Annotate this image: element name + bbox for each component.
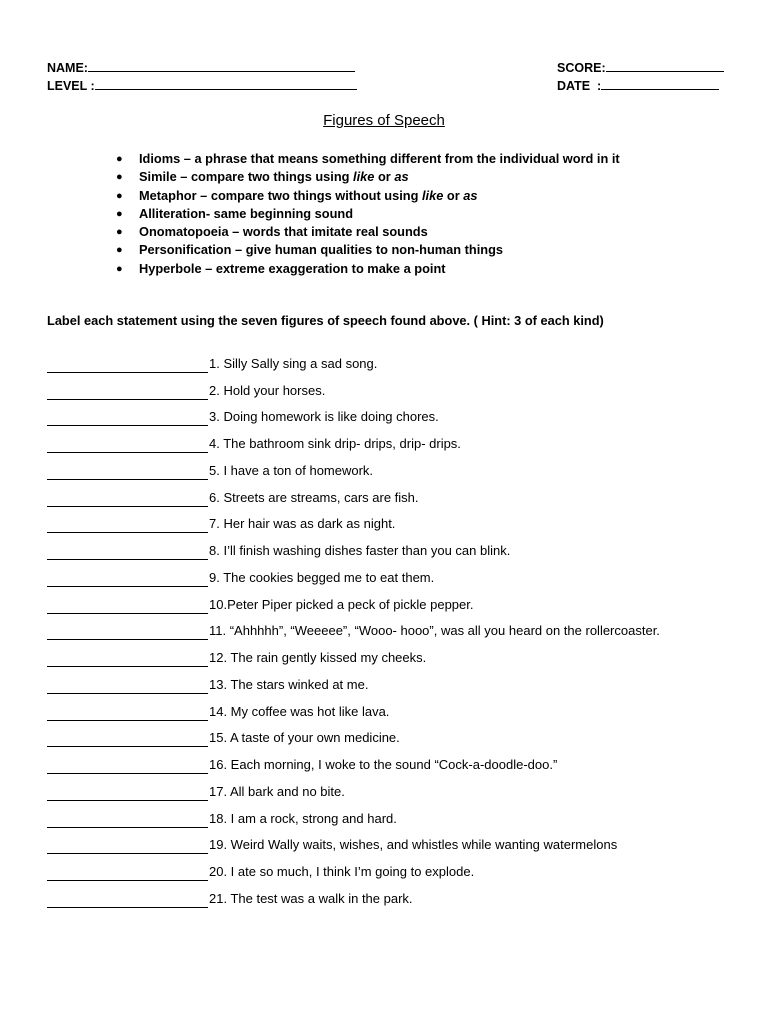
bullet-icon: ● [116,207,123,220]
statement-row [47,854,660,881]
answer-blank[interactable] [47,519,208,533]
definition-emphasis: like [353,169,375,185]
level-field [47,78,357,94]
definition-term: Metaphor [139,187,197,203]
definition-text: compare two things using [190,169,354,185]
definition-item [112,223,620,241]
definition-separator: – [180,151,195,166]
statement-text: 14. My coffee was hot like lava. [209,703,390,719]
statement-row [47,667,660,694]
statement-row [47,533,660,560]
definition-term: Hyperbole [139,260,202,276]
statement-row [47,828,660,855]
bullet-icon: ● [116,244,123,257]
answer-blank[interactable] [47,760,208,774]
level-blank[interactable] [95,78,357,90]
statement-row [47,774,660,801]
statement-row [47,640,660,667]
definition-item [112,241,620,259]
statement-row [47,694,660,721]
definition-separator: – [228,224,243,240]
answer-blank[interactable] [47,787,208,801]
definition-term: Alliteration [139,205,206,221]
name-label: NAME: [47,61,88,75]
statement-row [47,373,660,400]
definition-separator: – [196,187,211,203]
definition-separator: – [231,242,246,258]
definition-emphasis: like [421,187,444,203]
statement-text: 17. All bark and no bite. [209,783,345,799]
answer-blank[interactable] [47,707,208,721]
definition-text: extreme exaggeration to make a point [215,260,446,276]
answer-blank[interactable] [47,412,208,426]
statement-row [47,560,660,587]
definition-term: Simile [139,169,177,185]
definitions-list [112,150,620,278]
statement-text: 11. “Ahhhhh”, “Weeeee”, “Wooo- hooo”, was all you heard on the rollercoaster. [209,623,660,639]
definition-item [112,260,620,278]
definition-separator: – [176,169,191,185]
date-field [557,78,719,94]
statement-text: 1. Silly Sally sing a sad song. [209,355,378,371]
score-label: SCORE: [557,61,606,75]
statement-text: 20. I ate so much, I think I’m going to explode. [209,864,475,879]
statements-list [47,346,660,908]
definition-emphasis: as [463,187,478,203]
answer-blank[interactable] [47,867,208,881]
definition-item [112,205,620,223]
answer-blank[interactable] [47,573,208,587]
statement-row [47,881,660,908]
statement-text: 10.Peter Piper picked a peck of pickle pepper. [209,596,474,612]
answer-blank[interactable] [47,493,208,507]
name-field [47,60,355,76]
statement-text: 16. Each morning, I woke to the sound “Cock-a-doodle-doo.” [209,757,558,772]
statement-text: 21. The test was a walk in the park. [209,890,413,906]
definition-text: give human qualities to non-human things [245,242,504,258]
statement-text: 12. The rain gently kissed my cheeks. [209,650,427,665]
answer-blank[interactable] [47,386,208,400]
definition-separator: – [201,260,216,276]
statement-text: 4. The bathroom sink drip- drips, drip- drips. [209,436,461,451]
definition-text: a phrase that means something different from the individual word in it [194,151,620,166]
answer-blank[interactable] [47,733,208,747]
statement-row [47,614,660,641]
definition-text: words that imitate real sounds [242,224,428,240]
answer-blank[interactable] [47,840,208,854]
definition-item [112,168,620,186]
statement-row [47,453,660,480]
definition-item [112,187,620,205]
definition-text: or [443,187,464,203]
bullet-icon: ● [116,226,123,239]
date-blank[interactable] [601,78,719,90]
statement-text: 6. Streets are streams, cars are fish. [209,489,419,505]
answer-blank[interactable] [47,600,208,614]
statement-text: 19. Weird Wally waits, wishes, and whistles while wanting watermelons [209,837,618,853]
statement-row [47,747,660,774]
answer-blank[interactable] [47,680,208,694]
definition-text: compare two things without using [210,187,422,203]
bullet-icon: ● [116,153,123,165]
statement-row [47,400,660,427]
statement-row [47,587,660,614]
definition-text: same beginning sound [213,205,354,221]
statement-text: 9. The cookies begged me to eat them. [209,569,435,585]
statement-row [47,507,660,534]
statement-text: 2. Hold your horses. [209,382,326,398]
answer-blank[interactable] [47,626,208,640]
name-blank[interactable] [88,60,355,72]
statement-text: 18. I am a rock, strong and hard. [209,810,397,826]
statement-row [47,426,660,453]
statement-row [47,721,660,748]
date-label: DATE : [557,79,602,93]
answer-blank[interactable] [47,546,208,560]
level-label: LEVEL : [47,79,95,93]
bullet-icon: ● [116,189,123,202]
definition-emphasis: as [394,169,409,185]
page-title: Figures of Speech [323,112,445,129]
bullet-icon: ● [116,171,123,184]
instructions-text: Label each statement using the seven figures of speech found above. ( Hint: 3 of each kind) [47,313,604,328]
definition-text: or [374,169,395,185]
statement-text: 7. Her hair was as dark as night. [209,516,396,532]
answer-blank[interactable] [47,439,208,453]
definition-item [112,150,620,168]
score-field [557,60,724,76]
answer-blank[interactable] [47,653,208,667]
answer-blank[interactable] [47,894,208,908]
answer-blank[interactable] [47,814,208,828]
score-blank[interactable] [606,60,724,72]
definition-term: Onomatopoeia [139,224,229,240]
statement-text: 8. I’ll finish washing dishes faster than you can blink. [209,543,511,558]
statement-text: 5. I have a ton of homework. [209,462,374,478]
statement-row [47,346,660,373]
definition-separator: - [205,205,214,221]
definition-term: Personification [139,242,232,258]
statement-row [47,480,660,507]
statement-text: 13. The stars winked at me. [209,676,369,692]
answer-blank[interactable] [47,466,208,480]
statement-text: 3. Doing homework is like doing chores. [209,409,439,425]
bullet-icon: ● [116,262,123,275]
statement-row [47,801,660,828]
definition-term: Idioms [139,151,181,166]
answer-blank[interactable] [47,359,208,373]
statement-text: 15. A taste of your own medicine. [209,730,400,746]
